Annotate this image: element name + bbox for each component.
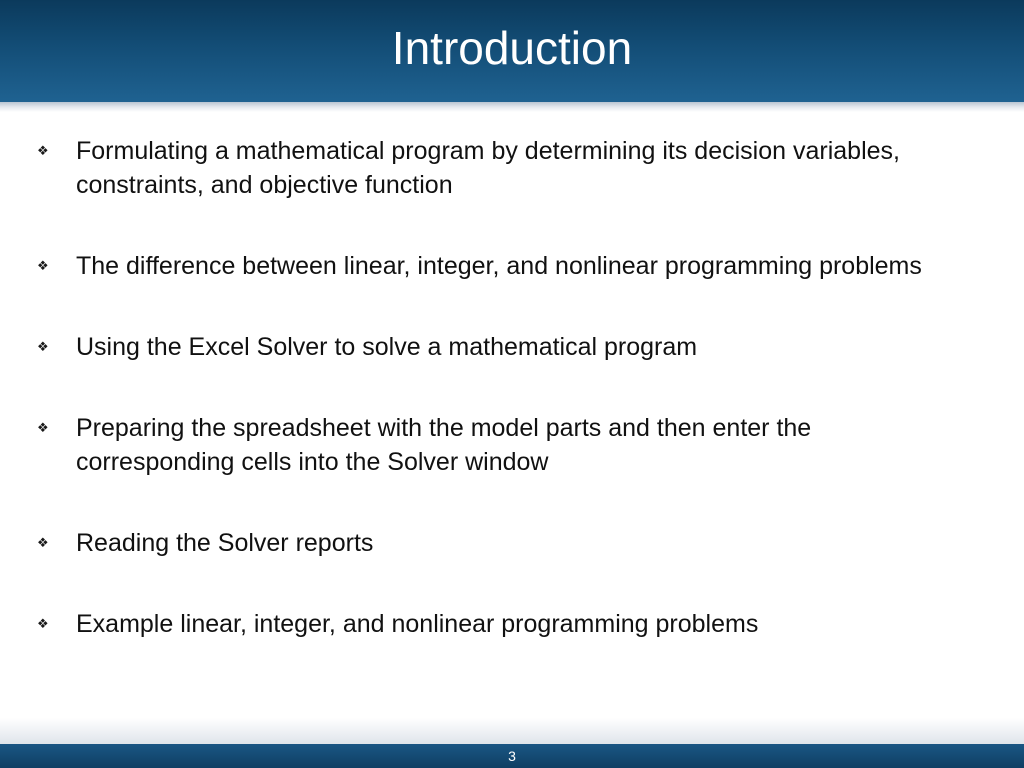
bullet-item	[36, 330, 936, 364]
diamond-bullet-icon: ❖	[37, 339, 49, 354]
diamond-bullet-icon: ❖	[37, 143, 49, 158]
diamond-bullet-icon: ❖	[37, 535, 49, 550]
diamond-bullet-icon: ❖	[37, 420, 49, 435]
diamond-bullet-icon: ❖	[37, 616, 49, 631]
bullet-text: Using the Excel Solver to solve a mathematical program	[76, 333, 698, 361]
diamond-bullet-icon: ❖	[37, 258, 49, 273]
bullet-text: Formulating a mathematical program by determining its decision variables, constraints, and objective function	[76, 137, 900, 199]
title-bar	[0, 0, 1024, 102]
bullet-item	[36, 411, 936, 479]
bullet-text: Preparing the spreadsheet with the model parts and then enter the corresponding cells into the Solver window	[76, 414, 812, 476]
page-number: 3	[508, 748, 516, 764]
bullet-item	[36, 134, 936, 202]
bullet-item	[36, 526, 936, 560]
bullet-text: Example linear, integer, and nonlinear programming problems	[76, 610, 759, 638]
slide-title: Introduction	[391, 22, 633, 74]
bullet-item	[36, 249, 936, 283]
bullet-list	[36, 134, 936, 688]
footer-fade	[0, 718, 1024, 744]
bullet-text: The difference between linear, integer, and nonlinear programming problems	[76, 252, 922, 280]
bullet-text: Reading the Solver reports	[76, 529, 374, 557]
bullet-item	[36, 607, 936, 641]
title-bar-shadow	[0, 102, 1024, 112]
footer-bar	[0, 744, 1024, 768]
